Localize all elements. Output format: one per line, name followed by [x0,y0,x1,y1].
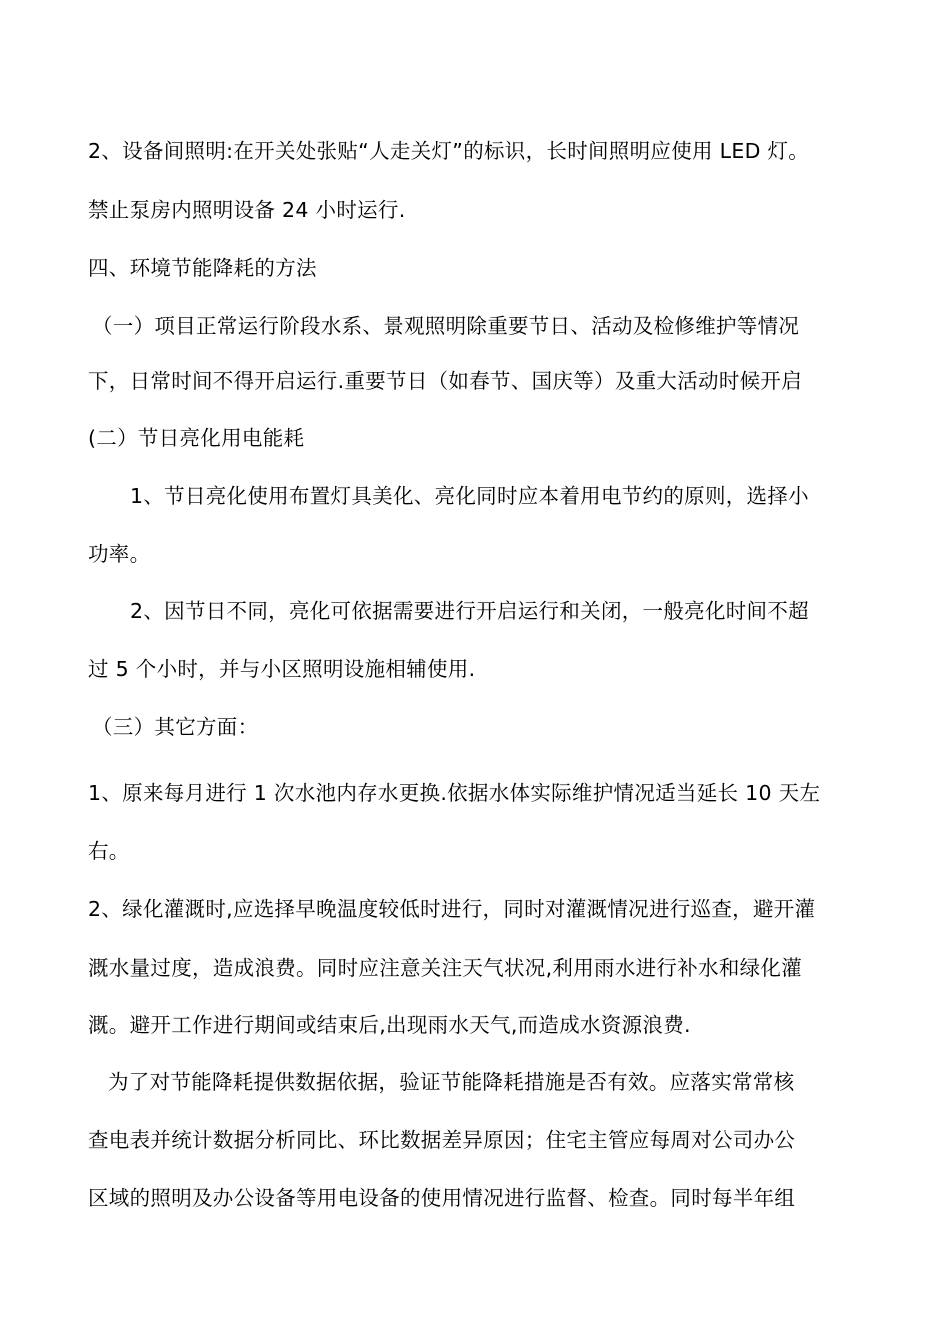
text-line: （一）项目正常运行阶段水系、景观照明除重要节日、活动及检修维护等情况 [92,314,800,338]
text-line: 2、因节日不同，亮化可依据需要进行开启运行和关闭，一般亮化时间不超 [130,599,809,623]
text-line: 为了对节能降耗提供数据依据，验证节能降耗措施是否有效。应落实常常核 [108,1070,795,1094]
subsection-heading: （三）其它方面： [92,715,259,739]
text-line: 2、设备间照明:在开关处张贴“人走关灯”的标识，长时间照明应使用 LED 灯。 [88,139,810,163]
text-line: 下，日常时间不得开启运行.重要节日（如春节、国庆等）及重大活动时候开启 [88,369,803,393]
text-line: 溉水量过度，造成浪费。同时应注意关注天气状况,利用雨水进行补水和绿化灌 [88,956,803,980]
text-line: 禁止泵房内照明设备 24 小时运行. [88,198,406,222]
text-line: 1、原来每月进行 1 次水池内存水更换.依据水体实际维护情况适当延长 10 天左 [88,781,821,805]
text-line: 右。 [88,839,130,863]
text-line: 查电表并统计数据分析同比、环比数据差异原因；住宅主管应每周对公司办公 [88,1128,796,1152]
text-line: 2、绿化灌溉时,应选择早晚温度较低时进行，同时对灌溉情况进行巡查，避开灌 [88,897,816,921]
subsection-heading: (二）节日亮化用电能耗 [88,426,305,450]
text-line: 过 5 个小时，并与小区照明设施相辅使用. [88,657,476,681]
text-line: 功率。 [88,542,151,566]
text-line: 区域的照明及办公设备等用电设备的使用情况进行监督、检查。同时每半年组 [88,1186,796,1210]
section-heading: 四、环境节能降耗的方法 [88,256,317,280]
text-line: 溉。避开工作进行期间或结束后,出现雨水天气,而造成水资源浪费. [88,1013,691,1037]
text-line: 1、节日亮化使用布置灯具美化、亮化同时应本着用电节约的原则，选择小 [130,484,809,508]
